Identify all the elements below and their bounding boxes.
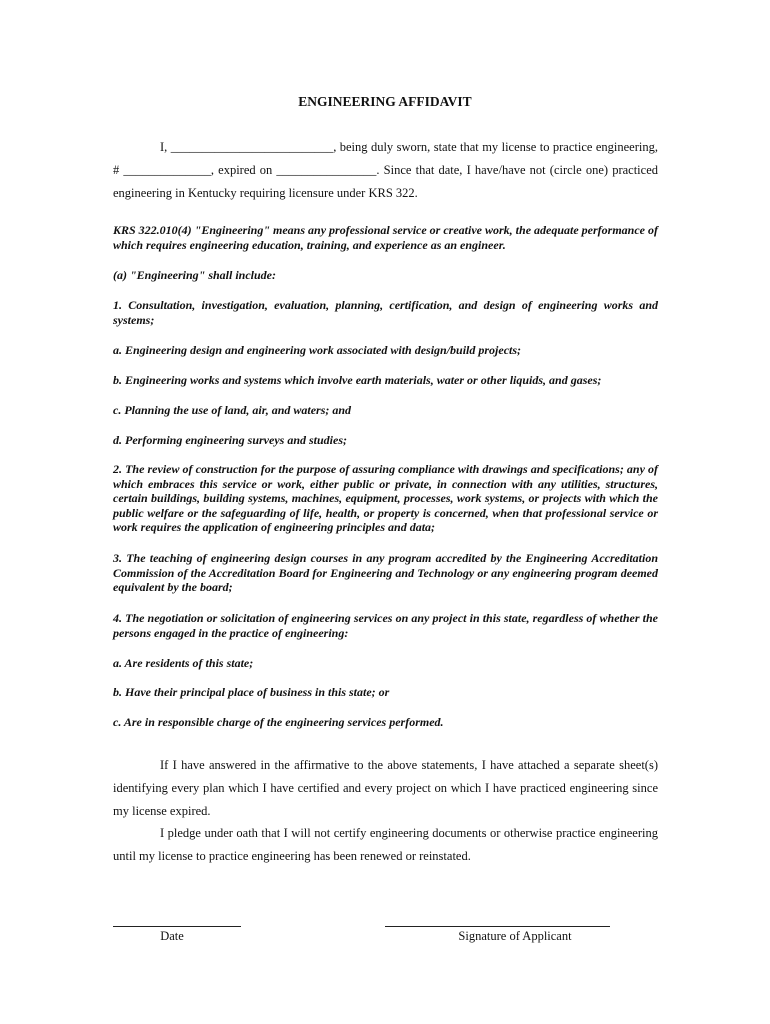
definition-item-1a: a. Engineering design and engineering work associated with design/build projects; [113, 343, 522, 357]
pledge-statement: I pledge under oath that I will not certify engineering documents or otherwise practice engineering until my license to practice engineering has been renewed or reinstated. [113, 826, 658, 863]
definition-item-4: 4. The negotiation or solicitation of engineering services on any project in this state, regardless of whether the persons engaged in the practice of engineering: [113, 611, 658, 640]
applicant-signature-line[interactable] [385, 926, 610, 927]
applicant-signature-label: Signature of Applicant [458, 929, 572, 943]
document-title: ENGINEERING AFFIDAVIT [298, 94, 472, 109]
definition-item-4a: a. Are residents of this state; [113, 656, 254, 670]
sworn-statement: I, __________________________, being duly sworn, state that my license to practice engineering, # ______________, expired on ________________. Since that date, I have/have not (circle one) practiced engineering in Kentucky requiring licensure under KRS 322. [113, 140, 658, 200]
definition-item-1c: c. Planning the use of land, air, and waters; and [113, 403, 352, 417]
date-label: Date [160, 929, 184, 943]
definition-krs-322-010: KRS 322.010(4) "Engineering" means any professional service or creative work, the adequate performance of which requires engineering education, training, and experience as an engineer. [113, 223, 658, 252]
definition-engineering-includes: (a) "Engineering" shall include: [113, 268, 277, 282]
date-signature-line[interactable] [113, 926, 241, 927]
definition-item-4b: b. Have their principal place of business in this state; or [113, 685, 390, 699]
definition-item-1: 1. Consultation, investigation, evaluation, planning, certification, and design of engineering works and systems; [113, 298, 658, 327]
definition-item-2: 2. The review of construction for the purpose of assuring compliance with drawings and specifications; any of which embraces this service or work, either public or private, in connection with any utilities, structures, certain buildings, building systems, machines, equipment, processes, work systems, or projects with which the public welfare or the safeguarding of life, health, or property is concerned, when that professional service or work requires the application of engineering principles and data; [113, 462, 658, 534]
definition-item-3: 3. The teaching of engineering design courses in any program accredited by the Engineering Accreditation Commission of the Accreditation Board for Engineering and Technology or any engineering program deemed equivalent by the board; [113, 551, 658, 594]
attachment-statement: If I have answered in the affirmative to the above statements, I have attached a separate sheet(s) identifying every plan which I have certified and every project on which I have practiced engineering since my license expired. [113, 758, 658, 818]
definition-item-4c: c. Are in responsible charge of the engineering services performed. [113, 715, 444, 729]
definition-item-1b: b. Engineering works and systems which involve earth materials, water or other liquids, and gases; [113, 373, 602, 387]
definition-item-1d: d. Performing engineering surveys and studies; [113, 433, 348, 447]
